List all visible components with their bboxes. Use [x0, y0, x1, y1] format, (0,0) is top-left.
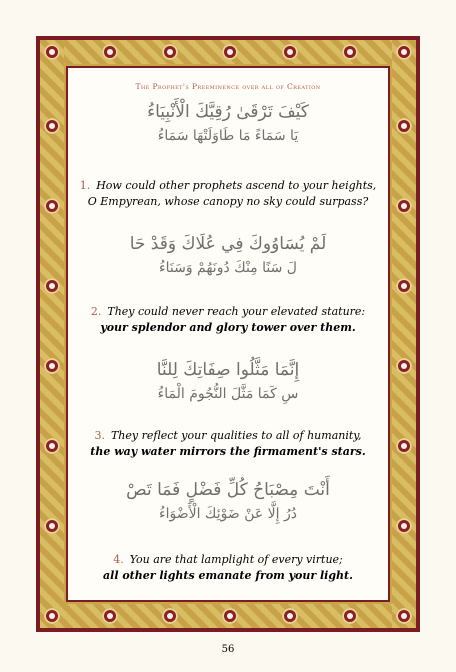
translation-4: [68, 552, 388, 584]
flower-ornament-icon: [282, 608, 298, 624]
flower-ornament-icon: [222, 608, 238, 624]
verse-number: 3.: [94, 429, 105, 442]
arabic-line: إِنَّمَا مَثَّلُوا صِفَاتِكَ لِلنَّا: [156, 360, 300, 380]
arabic-verse-4: [68, 478, 388, 526]
flower-ornament-icon: [44, 198, 60, 214]
translation-2: [68, 304, 388, 336]
translation-line: the way water mirrors the firmament's stars.: [90, 445, 366, 458]
translation-1: [68, 178, 388, 210]
flower-ornament-icon: [396, 358, 412, 374]
flower-ornament-icon: [162, 608, 178, 624]
flower-ornament-icon: [342, 44, 358, 60]
flower-ornament-icon: [396, 518, 412, 534]
translation-3: [68, 428, 388, 460]
translation-line: your splendor and glory tower over them.: [100, 321, 356, 334]
page-title: The Prophet's Preeminence over all of Creation: [135, 82, 321, 91]
flower-ornament-icon: [102, 608, 118, 624]
translation-line: You are that lamplight of every virtue;: [129, 553, 343, 566]
translation-line: How could other prophets ascend to your heights,: [96, 179, 377, 192]
translation-line: all other lights emanate from your light.: [103, 569, 353, 582]
flower-ornament-icon: [396, 438, 412, 454]
arabic-line: يَا سَمَاءً مَا طَاوَلَتْهَا سَمَاءُ: [157, 128, 299, 144]
text-panel: [66, 66, 390, 602]
arabic-line: كَيْفَ تَرْقَىٰ رُقِيَّكَ الْأَنْبِيَاءُ: [147, 102, 309, 122]
verse-number: 4.: [113, 553, 124, 566]
arabic-line: سِ كَمَا مَثَّلَ النُّجُومَ الْمَاءُ: [157, 386, 299, 402]
arabic-line: لَمْ يُسَاوُوكَ فِي عُلَاكَ وَقَدْ حَا: [129, 234, 327, 254]
arabic-line: أَنْتَ مِصْبَاحُ كُلِّ فَضْلٍ فَمَا تَصْ: [126, 480, 330, 500]
arabic-line: لَ سَنًا مِنْكَ دُونَهُمْ وَسَنَاءُ: [159, 260, 297, 276]
arabic-line: دُرُ إِلَّا عَنْ ضَوْئِكَ الْأَضْوَاءُ: [159, 506, 297, 522]
flower-ornament-icon: [396, 608, 412, 624]
arabic-verse-1: [68, 100, 388, 148]
verse-number: 2.: [90, 305, 102, 318]
flower-ornament-icon: [44, 44, 60, 60]
flower-ornament-icon: [162, 44, 178, 60]
flower-ornament-icon: [396, 118, 412, 134]
translation-line: They could never reach your elevated stature:: [107, 305, 366, 318]
flower-ornament-icon: [44, 278, 60, 294]
flower-ornament-icon: [44, 438, 60, 454]
flower-ornament-icon: [102, 44, 118, 60]
verse-number: 1.: [79, 179, 91, 192]
arabic-verse-3: [68, 358, 388, 406]
translation-line: O Empyrean, whose canopy no sky could surpass?: [87, 195, 369, 208]
flower-ornament-icon: [44, 118, 60, 134]
page-number: 56: [221, 644, 235, 655]
translation-line: They reflect your qualities to all of humanity,: [110, 429, 362, 442]
flower-ornament-icon: [396, 44, 412, 60]
flower-ornament-icon: [342, 608, 358, 624]
flower-ornament-icon: [222, 44, 238, 60]
flower-ornament-icon: [44, 358, 60, 374]
arabic-verse-2: [68, 232, 388, 280]
flower-ornament-icon: [396, 198, 412, 214]
flower-ornament-icon: [44, 608, 60, 624]
flower-ornament-icon: [282, 44, 298, 60]
flower-ornament-icon: [44, 518, 60, 534]
flower-ornament-icon: [396, 278, 412, 294]
